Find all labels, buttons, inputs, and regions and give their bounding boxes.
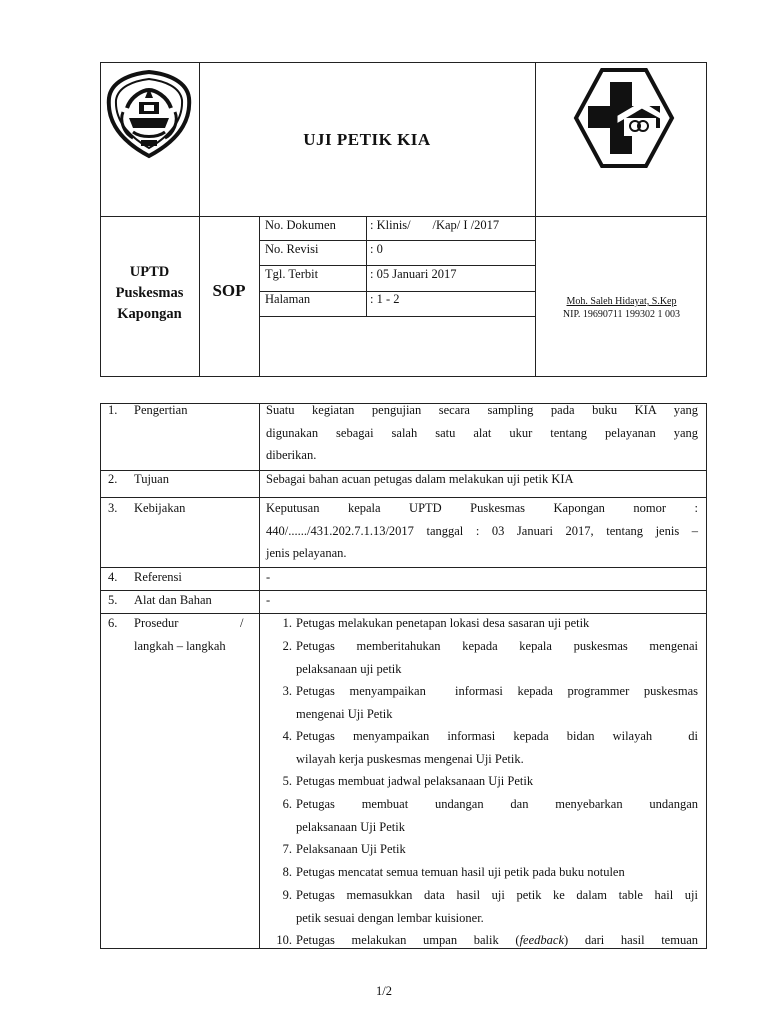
step-line: Petugas melakukan penetapan lokasi desa sasaran uji petik — [296, 616, 590, 630]
section-body-purpose: Sebagai bahan acuan petugas dalam melakukan uji petik KIA — [266, 472, 574, 486]
section-number: 3. — [108, 501, 118, 515]
section-label-procedure: Prosedur — [134, 616, 179, 630]
meta-value-issue-date: : 05 Januari 2017 — [370, 267, 457, 281]
section-label-reference: Referensi — [134, 570, 182, 584]
meta-col-divider — [366, 216, 367, 316]
procedure-step — [266, 884, 698, 929]
procedure-step — [266, 635, 698, 680]
signer-name: Moh. Saleh Hidayat, S.Kep — [566, 296, 677, 307]
meta-label-page: Halaman — [265, 292, 311, 306]
meta-value-doc-no: : Klinis/ /Kap/ I /2017 — [370, 218, 500, 232]
header-divider — [535, 62, 536, 377]
step-line: wilayah kerja puskesmas mengenai Uji Petik. — [296, 751, 524, 766]
step-number: 8. — [282, 865, 292, 879]
section-label-slash: / — [240, 616, 244, 630]
step-line: Petugas memberitahukan kepada kepala puskesmas mengenai — [296, 639, 698, 653]
header-divider — [100, 216, 707, 217]
meta-label-doc-no: No. Dokumen — [265, 218, 336, 232]
step-number: 3. — [282, 684, 292, 698]
meta-row-divider — [259, 240, 535, 241]
section-number: 5. — [108, 593, 118, 607]
section-label-tools: Alat dan Bahan — [134, 593, 212, 607]
step-number: 1. — [282, 616, 292, 630]
step-number: 6. — [282, 797, 292, 811]
signer-nip: NIP. 19690711 199302 1 003 — [562, 309, 681, 320]
section-number: 1. — [108, 403, 118, 417]
step-number: 7. — [282, 842, 292, 856]
procedure-step — [266, 838, 698, 861]
step-line: pelaksanaan uji petik — [296, 661, 402, 676]
procedure-step — [266, 680, 698, 725]
step-number: 2. — [282, 639, 292, 653]
procedure-step — [266, 793, 698, 838]
section-number: 4. — [108, 570, 118, 584]
procedure-step — [266, 725, 698, 770]
step-number: 9. — [282, 888, 292, 902]
section-number: 6. — [108, 616, 118, 630]
body-line: Suatu kegiatan pengujian secara sampling pada buku KIA yang — [266, 403, 698, 417]
step-line: Petugas membuat jadwal pelaksanaan Uji Petik — [296, 774, 534, 788]
meta-value-revision: : 0 — [370, 242, 383, 256]
step-number: 5. — [282, 774, 292, 788]
body-line: diberikan. — [266, 448, 317, 463]
step-line: Petugas menyampaikan informasi kepada bidan wilayah di — [296, 729, 698, 743]
section-body-reference: - — [266, 570, 271, 584]
org-name-line: Kapongan — [117, 306, 182, 322]
content-col-divider — [259, 403, 260, 949]
step-line: Petugas mencatat semua temuan hasil uji petik pada buku notulen — [296, 865, 625, 879]
step-text: Petugas melakukan umpan balik ( — [296, 933, 520, 947]
document-title: UJI PETIK KIA — [303, 130, 431, 149]
meta-row-divider — [259, 265, 535, 266]
header-divider — [199, 62, 200, 377]
body-line: Keputusan kepala UPTD Puskesmas Kapongan nomor : — [266, 501, 698, 515]
body-line: digunakan sebagai salah satu alat ukur tentang pelayanan yang — [266, 425, 698, 440]
meta-label-revision: No. Revisi — [265, 242, 319, 256]
procedure-step — [266, 861, 698, 884]
section-body-tools: - — [266, 593, 271, 607]
section-body-policy — [266, 497, 698, 565]
section-number: 2. — [108, 472, 118, 486]
step-text: ) dari hasil temuan — [564, 933, 698, 947]
org-name-line: UPTD — [129, 264, 170, 280]
body-line: jenis pelayanan. — [266, 546, 347, 561]
section-label-definition: Pengertian — [134, 403, 188, 417]
procedure-step — [266, 929, 698, 952]
step-text-emphasis: feedback — [519, 933, 564, 947]
step-line: pelaksanaan Uji Petik — [296, 819, 405, 834]
step-line: Petugas memasukkan data hasil uji petik ke dalam table hail uji — [296, 888, 698, 902]
section-label-purpose: Tujuan — [134, 472, 169, 486]
meta-label-issue-date: Tgl. Terbit — [265, 267, 319, 281]
section-label-policy: Kebijakan — [134, 501, 186, 515]
signer-block — [536, 295, 707, 321]
regency-emblem-icon — [103, 68, 195, 160]
org-name-line: Puskesmas — [115, 285, 184, 301]
meta-value-page: : 1 - 2 — [370, 292, 400, 306]
step-line: Petugas menyampaikan informasi kepada programmer puskesmas — [296, 684, 698, 698]
body-line: 440/....../431.202.7.1.13/2017 tanggal : 03 Januari 2017, tentang jenis – — [266, 523, 698, 538]
step-number: 4. — [282, 729, 292, 743]
step-line: Pelaksanaan Uji Petik — [296, 842, 406, 856]
meta-row-divider — [259, 316, 535, 317]
step-line — [296, 929, 698, 952]
procedure-step — [266, 770, 698, 793]
section-body-definition — [266, 399, 698, 467]
sop-label: SOP — [212, 281, 246, 300]
org-name — [100, 262, 199, 325]
puskesmas-cross-logo-icon — [572, 68, 676, 168]
section-label-procedure-line2: langkah – langkah — [134, 639, 226, 653]
content-row-divider — [100, 567, 707, 568]
step-line: Petugas membuat undangan dan menyebarkan undangan — [296, 797, 698, 811]
page-number: 1/2 — [376, 984, 392, 998]
step-number: 10. — [276, 933, 292, 947]
step-line: mengenai Uji Petik — [296, 706, 393, 721]
step-line: petik sesuai dengan lembar kuisioner. — [296, 910, 484, 925]
procedure-step — [266, 612, 698, 635]
